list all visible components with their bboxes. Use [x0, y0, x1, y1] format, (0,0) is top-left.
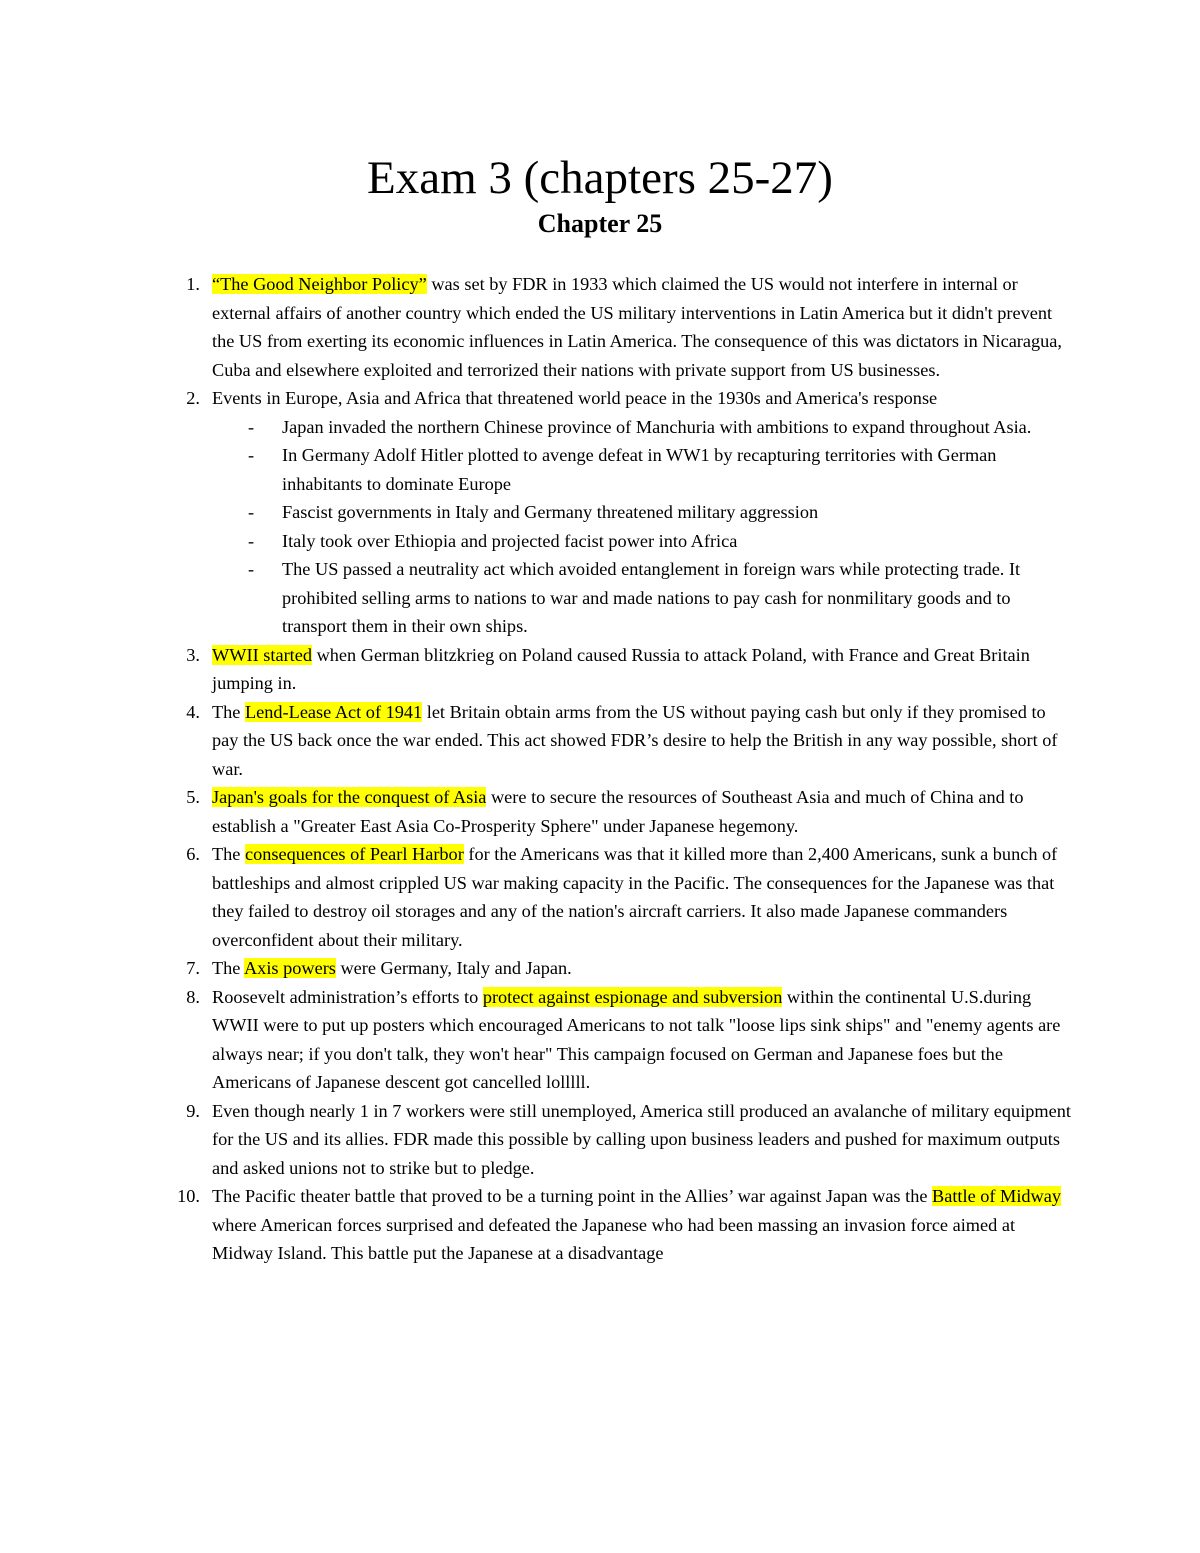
- item-number: 1.: [186, 274, 200, 294]
- highlighted-term: Lend-Lease Act of 1941: [245, 701, 423, 722]
- item-number: 2.: [186, 388, 200, 408]
- item-text: when German blitzkrieg on Poland caused Russia to attack Poland, with France and Great Britain jumping in.: [212, 644, 1030, 693]
- dash-bullet: -: [248, 530, 255, 551]
- item-text: Events in Europe, Asia and Africa that threatened world peace in the 1930s and America's response: [212, 388, 938, 408]
- item-number: 5.: [186, 787, 200, 807]
- item-number: 4.: [186, 701, 200, 722]
- item-number: 8.: [186, 986, 200, 1007]
- item-text: let Britain obtain arms from the US without paying cash but only if they promised to pay the US back once the war ended. This act showed FDR’s desire to help the British in any way possible, short of war.: [212, 701, 1058, 779]
- list-item: [186, 783, 1072, 840]
- list-item: [186, 954, 1072, 983]
- item-text-lead: The: [212, 844, 245, 864]
- dash-bullet: -: [248, 416, 255, 437]
- notes-list: [177, 270, 1072, 1268]
- item-number: 3.: [186, 644, 200, 665]
- item-text: for the Americans was that it killed more than 2,400 Americans, sunk a bunch of battleships and almost crippled US war making capacity in the Pacific. The consequences for the Japanese was that they failed to destroy oil storages and any of the nation's aircraft carriers. It also made Japanese commanders overconfident about their military.: [212, 844, 1058, 950]
- highlighted-term: consequences of Pearl Harbor: [245, 844, 464, 864]
- page-title: Exam 3 (chapters 25-27): [367, 152, 833, 204]
- sub-list-item: [248, 498, 1072, 527]
- highlighted-term: “The Good Neighbor Policy”: [212, 274, 427, 294]
- item-text: within the continental U.S.during WWII were to put up posters which encouraged Americans to not talk "loose lips sink ships" and "enemy agents are always near; if you don't talk, they won't hear" This campaign focused on German and Japanese foes but the Americans of Japanese descent got cancelled lolllll.: [212, 986, 1061, 1092]
- item-text-lead: Roosevelt administration’s efforts to: [212, 986, 483, 1007]
- list-item: [186, 840, 1072, 954]
- list-item: [177, 1182, 1072, 1268]
- dash-bullet: -: [248, 445, 255, 465]
- list-item: [186, 698, 1072, 784]
- item-text-lead: The: [212, 701, 245, 722]
- list-item: [186, 270, 1072, 384]
- highlighted-term: Battle of Midway: [932, 1186, 1061, 1206]
- sub-list: [212, 413, 1072, 641]
- item-text: were to secure the resources of Southeast Asia and much of China and to establish a "Greater East Asia Co-Prosperity Sphere" under Japanese hegemony.: [212, 787, 1024, 836]
- item-text: was set by FDR in 1933 which claimed the US would not interfere in internal or external affairs of another country which ended the US military interventions in Latin America but it didn't prevent the US from exerting its economic influences in Latin America. The consequence of this was dictators in Nicaragua, Cuba and elsewhere exploited and terrorized their nations with private support from US businesses.: [212, 274, 1062, 380]
- item-number: 6.: [186, 844, 200, 864]
- list-item: [186, 641, 1072, 698]
- sub-item-text: Fascist governments in Italy and Germany threatened military aggression: [282, 502, 819, 522]
- chapter-heading: Chapter 25: [537, 209, 663, 238]
- item-text: were Germany, Italy and Japan.: [335, 958, 572, 978]
- item-text: where American forces surprised and defeated the Japanese who had been massing an invasion force aimed at Midway Island. This battle put the Japanese at a disadvantage: [212, 1214, 1016, 1263]
- sub-item-text: In Germany Adolf Hitler plotted to avenge defeat in WW1 by recapturing territories with German inhabitants to dominate Europe: [282, 445, 997, 494]
- item-number: 7.: [186, 958, 200, 978]
- item-text-lead: The: [212, 958, 244, 978]
- item-number: 10.: [177, 1186, 200, 1206]
- sub-list-item: [248, 527, 1072, 556]
- list-item: [186, 1097, 1072, 1183]
- sub-item-text: Italy took over Ethiopia and projected facist power into Africa: [282, 530, 738, 551]
- sub-list-item: [248, 413, 1072, 442]
- sub-item-text: Japan invaded the northern Chinese province of Manchuria with ambitions to expand throughout Asia.: [282, 416, 1032, 437]
- dash-bullet: -: [248, 502, 255, 522]
- sub-item-text: The US passed a neutrality act which avoided entanglement in foreign wars while protecting trade. It prohibited selling arms to nations to war and made nations to pay cash for nonmilitary goods and to transport them in their own ships.: [282, 559, 1021, 636]
- item-text-lead: The Pacific theater battle that proved to be a turning point in the Allies’ war against Japan was the: [212, 1186, 933, 1206]
- item-number: 9.: [186, 1100, 200, 1121]
- list-item: [186, 384, 1072, 641]
- sub-list-item: [248, 441, 1072, 498]
- highlighted-term: Japan's goals for the conquest of Asia: [212, 787, 487, 807]
- sub-list-item: [248, 555, 1072, 641]
- dash-bullet: -: [248, 559, 255, 579]
- item-text: Even though nearly 1 in 7 workers were still unemployed, America still produced an avalanche of military equipment for the US and its allies. FDR made this possible by calling upon business leaders and pushed for maximum outputs and asked unions not to strike but to pledge.: [212, 1100, 1071, 1178]
- list-item: [186, 983, 1072, 1097]
- highlighted-term: protect against espionage and subversion: [482, 986, 783, 1007]
- highlighted-term: Axis powers: [243, 958, 336, 978]
- highlighted-term: WWII started: [212, 644, 312, 665]
